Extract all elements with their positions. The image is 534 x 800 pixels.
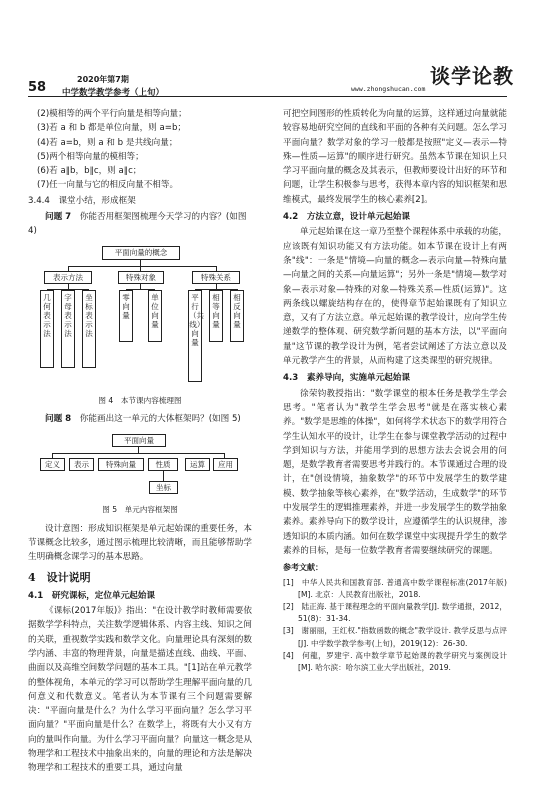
fig4-branch: 特殊关系 — [192, 271, 240, 284]
fig5-node: 定义 — [40, 458, 65, 471]
body-paragraph: 《课标(2017年版)》指出："在设计教学时教师需要依据数学学科特点，关注数学逻辑体系、内容主线、知识之间的关联，重视数学实践和数学文化。向量理论具有深刻的数学内涵、丰富的物理背景，向量是描述直线、曲线、平面、曲面以及高维空间数学问题的基本工具。"[1]站在单元教学的整体视角，本单元的学习可以帮助学生理解平面向量的几何意义和代数意义。笔者认为本节课有三个问题需要解决："平面向量是什么？为什么学习平面向量？怎么学习平面向量？"平面向量是什么？在数学上，将既有大小又有方向的量叫作向量。为什么学习平面向量？向量这一概念是从物理学和工程技术中抽象出来的，向量的理论和方法是解决物理学和工程技术的重要工具，通过向量 — [28, 606, 252, 774]
fig4-leaf: 平行（共线）向量 — [188, 290, 202, 382]
exercise-item: (5)两个相等向量的模相等； — [37, 151, 144, 162]
left-column — [28, 107, 252, 776]
fig5-node: 运算 — [185, 458, 210, 471]
connector — [163, 471, 164, 481]
fig4-branch: 特殊对象 — [118, 271, 164, 284]
issue-label: 2020年第7期 — [77, 75, 129, 84]
fig5-node: 应用 — [213, 458, 238, 471]
fig4-leaf: 零向量 — [119, 290, 133, 342]
references-heading: 参考文献： — [283, 563, 323, 573]
exercise-item: (2)模相等的两个平行向量是相等向量； — [37, 109, 187, 119]
reference-item: [4] 何龍，罗建宇. 高中数学章节起始课的教学研究与案例设计[M]. 哈尔滨：哈尔滨工业大学出版社，2019. — [283, 650, 507, 672]
fig4-leaf: 坐标表示法 — [82, 290, 96, 368]
journal-url: www.zhongshucan.com — [351, 85, 426, 93]
fig4-leaf: 几何表示法 — [40, 290, 54, 368]
reference-item: [2] 陆正海. 基于课程理念的平面向量教学[J]. 数学通报，2012，51(8)：31-34. — [283, 601, 507, 624]
subsection-heading: 3.4.4 课堂小结，形成框架 — [28, 195, 136, 206]
reference-item: [1] 中华人民共和国教育部. 普通高中数学课程标准(2017年版)[M]. 北京：人民教育出版社，2018. — [283, 577, 507, 599]
body-paragraph: 单元起始课在这一章乃至整个课程体系中承载的功能，应该既有知识功能又有方法功能。如本节课在设计上有两条"线"：一条是"情境—向量的概念—表示向量—特殊向量—向量之间的关系—向量运算"；另外一条是"情境—数学对象—表示对象—特殊的对象—特殊关系—性质(运算)"。这两条线以螺旋结构存在的，使得章节起始课既有了知识立意，又有了方法立意。单元起始课的教学设计，应向学生传递数学的整体观、研究数学新问题的基本方法，以"平面向量"这节课的教学设计为例，笔者尝试阐述了方法立意以及单元教学产生的背景，从而构建了这类课型的研究规律。 — [283, 227, 507, 367]
page-number: 58 — [28, 80, 47, 95]
section-heading: 4 设计说明 — [28, 571, 91, 585]
fig4-leaf: 字母表示法 — [61, 290, 75, 368]
journal-name: 中学数学教学参考（上旬） — [62, 88, 165, 98]
question-label: 问题 7 — [45, 212, 72, 223]
subsection-heading: 4.3 素养导向，实施单元起始课 — [283, 373, 410, 384]
reference-item: [3] 谢丽丽，王红权."指数函数的概念"教学设计. 教学反思与点评[J]. 中学数学教学参考(上旬)，2019(12)：26-30. — [283, 626, 507, 648]
fig4-leaf: 相等向量 — [209, 290, 223, 342]
exercise-item: (3)若 a 和 b 都是单位向量，则 a=b； — [37, 123, 187, 134]
fig4-root: 平面向量的概念 — [102, 246, 180, 260]
right-column — [283, 107, 507, 674]
exercise-item: (7)任一向量与它的相反向量不相等。 — [37, 180, 179, 191]
figure-4 — [28, 244, 252, 392]
question-7 — [28, 210, 252, 239]
figure-5-caption: 图 5 单元内容框架图 — [102, 505, 178, 515]
connector — [52, 453, 224, 454]
fig5-node: 性质 — [148, 458, 178, 471]
design-intent: 设计意图：形成知识框架是单元起始课的重要任务，本节课概念比较多，通过图示梳理比较清晰，而且能够帮助学生明确概念课学习的基本思路。 — [28, 523, 252, 563]
connector — [68, 266, 217, 267]
figure-5 — [28, 431, 252, 501]
body-paragraph: 徐荣钧教授指出："数学课堂的根本任务是教学生学会思考。"笔者认为"教学生学会思考"就是在落实核心素养。"数学是思维的体操"，如何将学术状态下的数学用符合学生认知水平的设计，让学生在参与课堂教学活动的过程中学到知识与方法，并能用学到的思想方法去会说会用的问题，是数学教育者需要思考并践行的。本节课通过合理的设计，在"创设情境，抽象数学"的环节中发展学生的数学建模、数学抽象等核心素养，在"数学活动，生成数学"的环节中发展学生的逻辑推理素养，并进一步发展学生的数学抽象素养。素养导向下的数学设计，应遵循学生的认识规律，渗透知识的本质内涵。如何在数学课堂中实现提升学生的数学素养的目标，是每一位数学教育者需要继续研究的课题。 — [283, 388, 507, 556]
exercise-item: (6)若 a∥b，b∥c，则 a∥c； — [37, 166, 142, 177]
fig5-node: 特殊向量 — [98, 458, 144, 471]
figure-4-caption: 图 4 本节课内容梳理图 — [98, 395, 182, 405]
exercise-item: (4)若 a=b，则 a 和 b 是共线向量； — [37, 137, 178, 148]
header-rule — [28, 96, 507, 97]
body-paragraph: 可把空间图形的性质转化为向量的运算，这样通过向量就能较容易地研究空间的直线和平面的各种有关问题。怎么学习平面向量？数学对象的学习一般都是按照"定义—表示—特殊—性质—运算"的顺序进行研究。虽然本节课在知识上只学习平面向量的概念及其表示，但教师要设计出好的环节和问题，让学生积极参与思考，获得本章内容的知识框架和思维模式，最终发展学生的核心素养[2]。 — [283, 109, 507, 205]
fig5-node: 表示 — [69, 458, 94, 471]
fig5-root: 平面向量 — [112, 434, 166, 447]
fig4-leaf: 单位向量 — [148, 290, 162, 342]
subsection-heading: 4.2 方法立意，设计单元起始课 — [283, 212, 410, 223]
question-8 — [28, 412, 252, 426]
question-text: 你能画出这一单元的大体框架吗？(如图 5) — [79, 413, 241, 424]
subsection-heading: 4.1 研究课标，定位单元起始课 — [28, 590, 155, 601]
question-text: 你能否用框架图梳理今天学习的内容？(如图 4) — [28, 212, 247, 237]
fig4-leaf: 相反向量 — [230, 290, 244, 342]
fig5-bottom: 坐标 — [149, 481, 178, 494]
column-brand: 谈学论教 — [430, 64, 514, 88]
fig4-branch: 表示方法 — [44, 271, 92, 284]
question-label: 问题 8 — [45, 413, 72, 424]
page-header — [0, 0, 534, 100]
